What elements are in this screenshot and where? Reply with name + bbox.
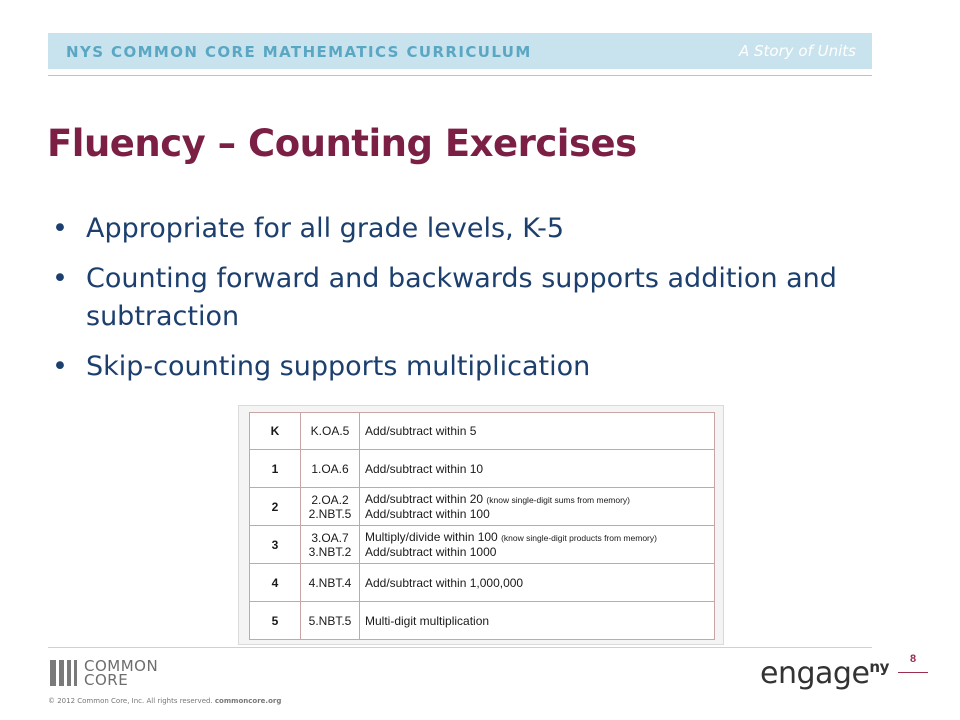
standard-code: 3.NBT.2 [308, 544, 352, 559]
bullet-item [52, 210, 882, 248]
description-line [365, 545, 709, 559]
standard-code: 1.OA.6 [311, 461, 349, 476]
description-cell [360, 413, 715, 450]
logo-line-1: COMMON [84, 657, 159, 675]
slide-title: Fluency – Counting Exercises [47, 122, 637, 165]
description-cell [360, 450, 715, 488]
page-number-underline [898, 672, 928, 673]
grade-cell: 1 [250, 450, 301, 488]
description-line [365, 576, 709, 590]
grade-cell: K [250, 413, 301, 450]
curriculum-title: NYS COMMON CORE MATHEMATICS CURRICULUM [66, 43, 532, 61]
standard-cell [301, 450, 360, 488]
description-text: Add/subtract within 20 [365, 492, 484, 506]
common-core-logo-text [84, 659, 158, 687]
description-text: Multi-digit multiplication [365, 613, 490, 628]
table-row [250, 450, 715, 488]
bullet-dot: • [52, 351, 68, 382]
bullet-item [52, 348, 882, 386]
standard-code: 2.OA.2 [311, 492, 349, 507]
description-cell [360, 564, 715, 602]
standards-table-image [238, 405, 724, 645]
description-line [365, 492, 709, 507]
grade-cell: 4 [250, 564, 301, 602]
table-row [250, 526, 715, 564]
description-text: Multiply/divide within 100 [365, 530, 498, 544]
description-line [365, 424, 709, 438]
table-row [250, 564, 715, 602]
table-row [250, 488, 715, 526]
description-note: (know single-digit sums from memory) [486, 495, 631, 505]
table-row [250, 602, 715, 640]
page-number: 8 [909, 653, 917, 665]
grade-cell: 3 [250, 526, 301, 564]
bullet-text: Appropriate for all grade levels, K-5 [86, 213, 565, 244]
description-cell [360, 488, 715, 526]
logo-line-2: CORE [84, 671, 129, 689]
bullet-item [52, 260, 882, 336]
standard-cell [301, 488, 360, 526]
copyright-notice [48, 697, 281, 705]
description-text: Add/subtract within 1000 [365, 545, 497, 559]
copyright-link[interactable]: commoncore.org [214, 697, 282, 705]
description-line [365, 507, 709, 521]
standards-table [249, 412, 715, 640]
engage-text: engage [760, 656, 870, 691]
bullet-text: Skip-counting supports multiplication [86, 351, 591, 382]
description-note: (know single-digit products from memory) [501, 533, 657, 543]
copyright-text: © 2012 Common Core, Inc. All rights reserved. [48, 697, 213, 705]
standard-code: 5.NBT.5 [308, 613, 352, 628]
grade-cell: 2 [250, 488, 301, 526]
description-text: Add/subtract within 10 [365, 461, 484, 476]
bullet-list [52, 210, 882, 398]
grade-cell: 5 [250, 602, 301, 640]
description-cell [360, 526, 715, 564]
story-title: A Story of Units [739, 42, 856, 60]
standard-cell [301, 564, 360, 602]
standard-code: 2.NBT.5 [308, 506, 352, 521]
standard-cell [301, 602, 360, 640]
description-text: Add/subtract within 100 [365, 507, 490, 521]
standard-cell [301, 526, 360, 564]
description-text: Add/subtract within 5 [365, 424, 477, 438]
footer-divider [48, 647, 872, 648]
standard-code: K.OA.5 [310, 424, 350, 438]
bullet-dot: • [52, 263, 68, 294]
description-line [365, 614, 709, 628]
engage-sup: ny [869, 658, 889, 676]
description-line [365, 530, 709, 545]
common-core-logo-icon [50, 660, 78, 686]
description-text: Add/subtract within 1,000,000 [365, 575, 524, 590]
engageny-logo [760, 656, 889, 691]
standard-code: 3.OA.7 [311, 530, 349, 545]
standard-code: 4.NBT.4 [308, 575, 352, 590]
standard-cell [301, 413, 360, 450]
bullet-text: Counting forward and backwards supports addition and subtraction [86, 263, 837, 332]
description-cell [360, 602, 715, 640]
header-divider [48, 75, 872, 76]
bullet-dot: • [52, 213, 68, 244]
table-row [250, 413, 715, 450]
description-line [365, 462, 709, 476]
